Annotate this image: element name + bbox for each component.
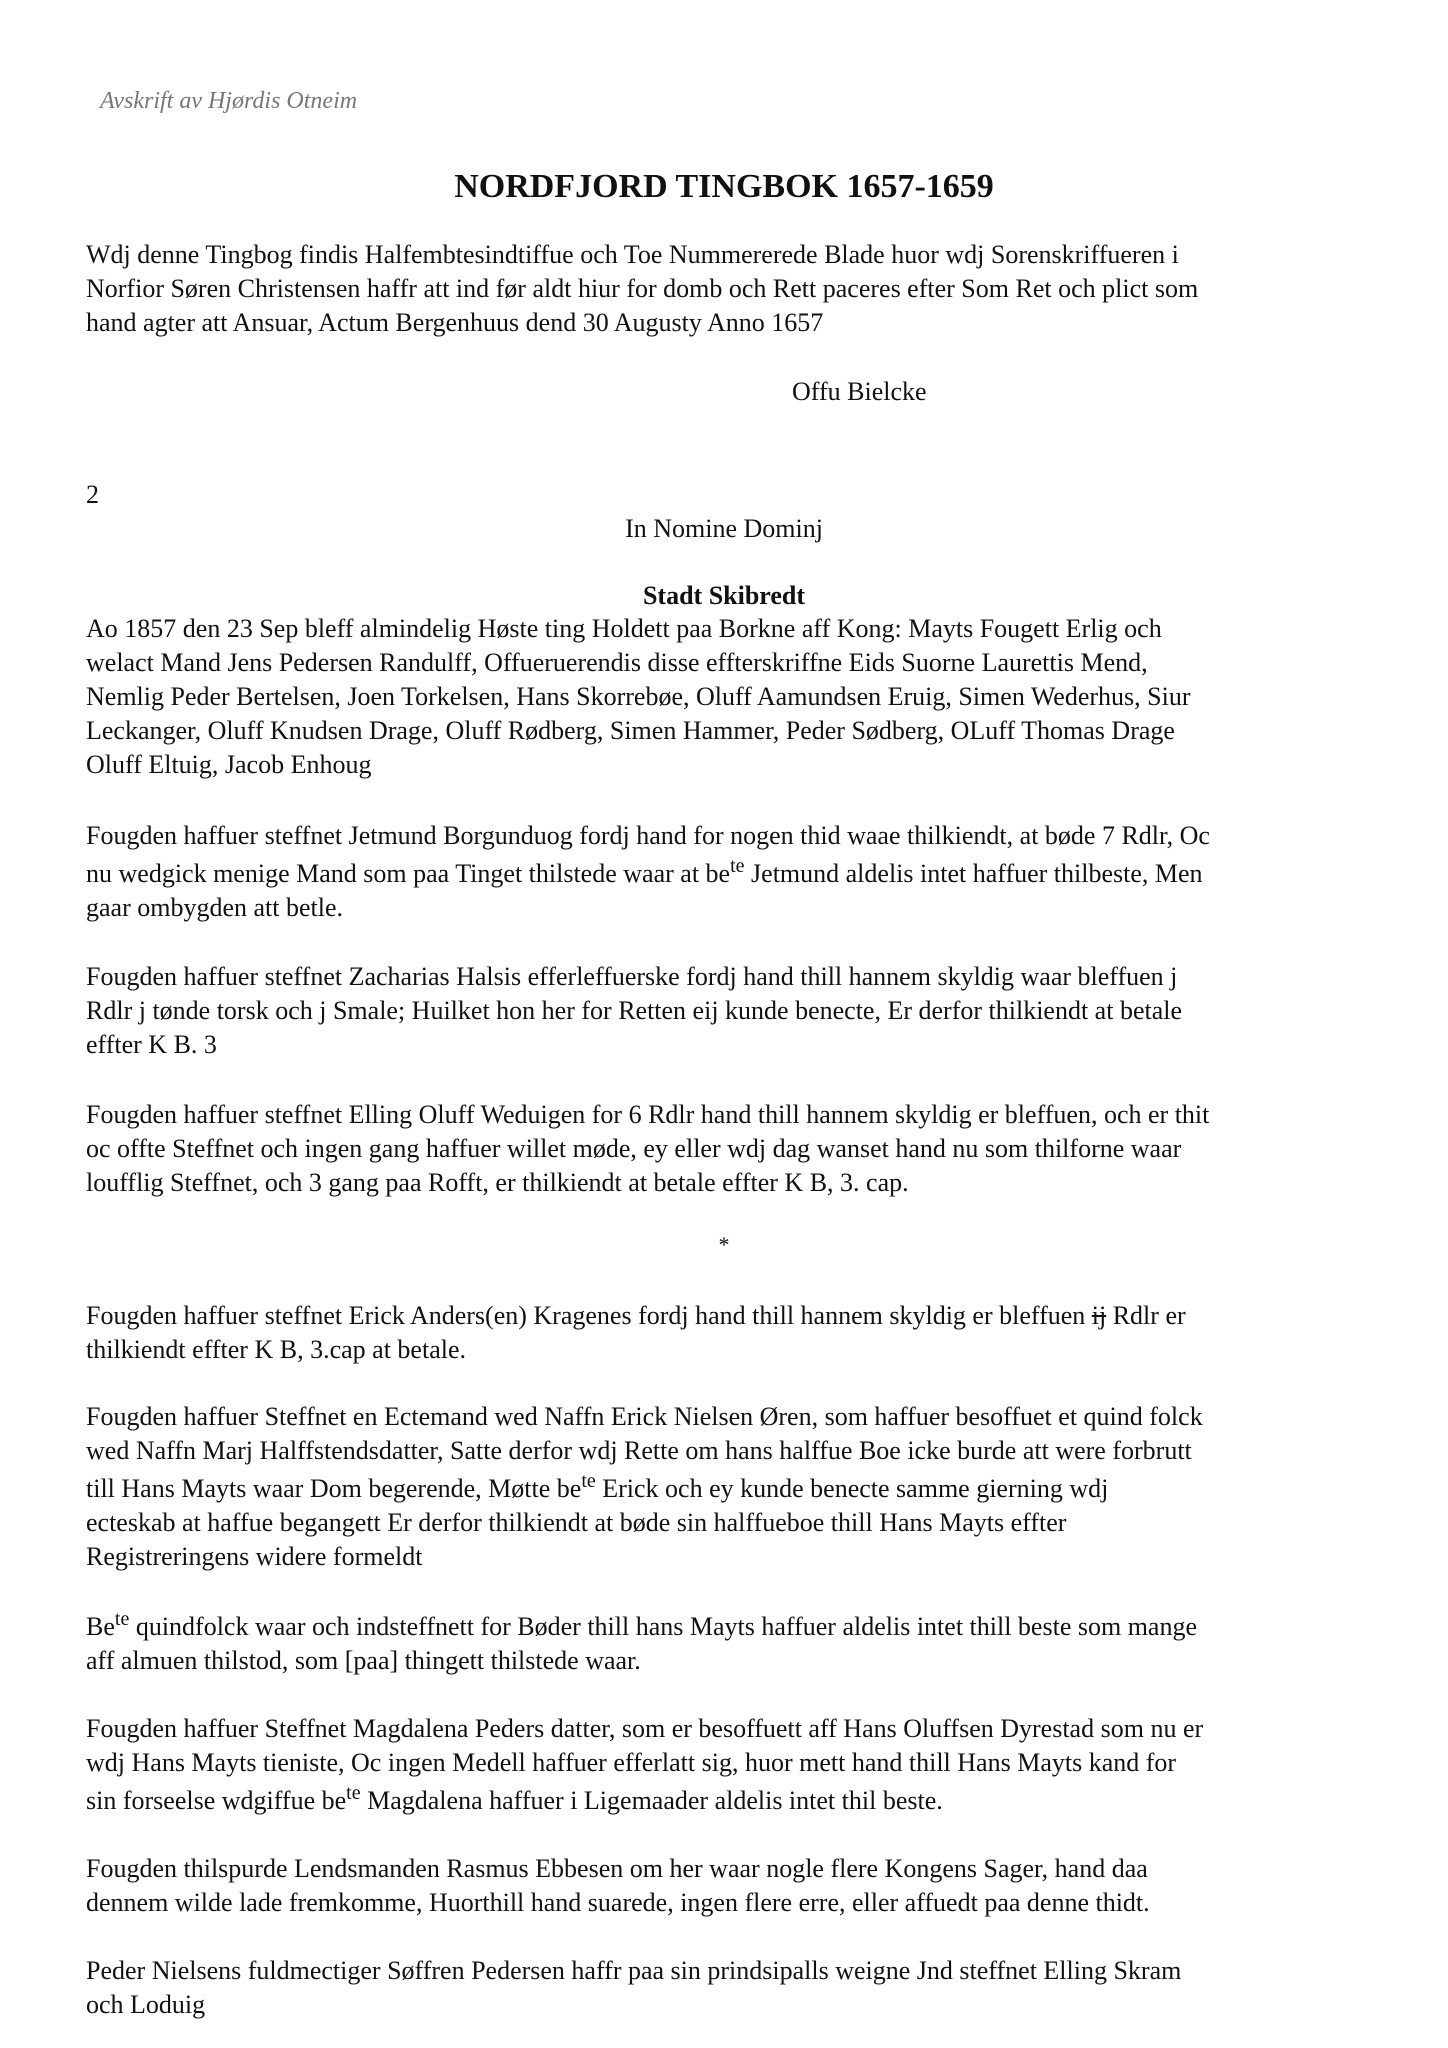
text-line: Leckanger, Oluff Knudsen Drage, Oluff Rødberg, Simen Hammer, Peder Sødberg, OLuff Thomas Drage: [86, 716, 1175, 745]
page-title: NORDFJORD TINGBOK 1657-1659: [454, 168, 994, 205]
case-paragraph-6: [86, 1610, 1376, 1678]
session-paragraph: [86, 612, 1376, 782]
text-line: Oluff Eltuig, Jacob Enhoug: [86, 750, 372, 779]
text-span: quindfolck waar och indsteffnett for Bøder thill hans Mayts haffuer aldelis intet thill beste som mange: [129, 1612, 1198, 1641]
text-span: Erick och ey kunde benecte samme gierning wdj: [595, 1474, 1109, 1503]
text-line: welact Mand Jens Pedersen Randulff, Offueruerendis disse effterskriffne Eids Suorne Laurettis Mend,: [86, 648, 1148, 677]
text-line: Registreringens widere formeldt: [86, 1542, 423, 1571]
text-line: hand agter att Ansuar, Actum Bergenhuus dend 30 Augusty Anno 1657: [86, 308, 824, 337]
text-line: oc offte Steffnet och ingen gang haffuer willet møde, ey eller wdj dag wanset hand nu som thilforne waar: [86, 1134, 1182, 1163]
transcriber-note: Avskrift av Hjørdis Otneim: [100, 88, 358, 114]
case-paragraph-4: [86, 1299, 1376, 1367]
intro-paragraph: [86, 238, 1376, 340]
text-line: Fougden haffuer Steffnet Magdalena Peders datter, som er besoffuett aff Hans Oluffsen Dyrestad som nu er: [86, 1714, 1204, 1743]
text-line: Rdlr j tønde torsk och j Smale; Huilket hon her for Retten eij kunde benecte, Er derfor thilkiendt at betale: [86, 996, 1183, 1025]
text-span: Jetmund aldelis intet haffuer thilbeste, Men: [744, 859, 1203, 888]
text-line: [86, 1472, 1376, 1506]
text-line: Ao 1857 den 23 Sep bleff almindelig Høste ting Holdett paa Borkne aff Kong: Mayts Fougett Erlig och: [86, 614, 1162, 643]
text-line: dennem wilde lade fremkomme, Huorthill hand suarede, ingen flere erre, eller affuedt paa denne thidt.: [86, 1888, 1150, 1917]
text-line: gaar ombygden att betle.: [86, 893, 344, 922]
struck-text: ij: [1091, 1301, 1107, 1330]
text-line: ecteskab at haffue begangett Er derfor thilkiendt at bøde sin halffueboe thill Hans Mayts effter: [86, 1508, 1067, 1537]
text-line: loufflig Steffnet, och 3 gang paa Rofft, er thilkiendt at betale effter K B, 3. cap.: [86, 1168, 909, 1197]
text-line: aff almuen thilstod, som [paa] thingett thilstede waar.: [86, 1646, 641, 1675]
text-span: Magdalena haffuer i Ligemaader aldelis intet thil beste.: [360, 1786, 943, 1815]
case-paragraph-1: [86, 819, 1376, 925]
text-line: [86, 857, 1376, 891]
text-span: till Hans Mayts waar Dom begerende, Møtte be: [86, 1474, 582, 1503]
case-paragraph-5: [86, 1400, 1376, 1574]
superscript: te: [114, 1608, 130, 1630]
text-span: Rdlr er: [1106, 1301, 1186, 1330]
text-line: Fougden thilspurde Lendsmanden Rasmus Ebbesen om her waar nogle flere Kongens Sager, hand daa: [86, 1854, 1148, 1883]
text-line: [86, 1610, 1376, 1644]
case-paragraph-7: [86, 1712, 1376, 1818]
page-number: 2: [86, 480, 99, 509]
section-heading: Stadt Skibredt: [642, 581, 806, 610]
case-paragraph-2: [86, 960, 1376, 1062]
text-line: thilkiendt effter K B, 3.cap at betale.: [86, 1335, 466, 1364]
text-line: Nemlig Peder Bertelsen, Joen Torkelsen, Hans Skorrebøe, Oluff Aamundsen Eruig, Simen Wederhus, Siur: [86, 682, 1191, 711]
text-line: Fougden haffuer steffnet Elling Oluff Weduigen for 6 Rdlr hand thill hannem skyldig er bleffuen, och er thit: [86, 1100, 1210, 1129]
text-span: sin forseelse wdgiffue be: [86, 1786, 347, 1815]
section-separator: *: [718, 1232, 730, 1257]
invocation: In Nomine Dominj: [625, 514, 823, 543]
text-line: Fougden haffuer steffnet Jetmund Borgunduog fordj hand for nogen thid waae thilkiendt, at bøde 7 Rdlr, Oc: [86, 821, 1210, 850]
text-line: wed Naffn Marj Halffstendsdatter, Satte derfor wdj Rette om hans halffue Boe icke burde att were forbrutt: [86, 1436, 1192, 1465]
text-line: Fougden haffuer steffnet Zacharias Halsis efferleffuerske fordj hand thill hannem skyldig waar bleffuen j: [86, 962, 1178, 991]
signature: Offu Bielcke: [792, 377, 927, 406]
text-line: Peder Nielsens fuldmectiger Søffren Pedersen haffr paa sin prindsipalls weigne Jnd steffnet Elling Skram: [86, 1956, 1182, 1985]
text-line: Norfior Søren Christensen haffr att ind før aldt hiur for domb och Rett paceres efter Som Ret och plict som: [86, 274, 1199, 303]
text-span: nu wedgick menige Mand som paa Tinget thilstede waar at be: [86, 859, 731, 888]
text-span: Be: [86, 1612, 115, 1641]
text-line: [86, 1784, 1376, 1818]
text-line: Fougden haffuer Steffnet en Ectemand wed Naffn Erick Nielsen Øren, som haffuer besoffuet et quind folck: [86, 1402, 1203, 1431]
text-line: effter K B. 3: [86, 1030, 217, 1059]
case-paragraph-3: [86, 1098, 1376, 1200]
superscript: te: [730, 855, 745, 877]
text-line: och Loduig: [86, 1990, 206, 2019]
case-paragraph-8: [86, 1852, 1376, 1920]
text-line: wdj Hans Mayts tieniste, Oc ingen Medell haffuer efferlatt sig, huor mett hand thill Hans Mayts kand for: [86, 1748, 1177, 1777]
case-paragraph-9: [86, 1954, 1376, 2022]
text-line: [86, 1299, 1376, 1333]
superscript: te: [581, 1470, 596, 1492]
superscript: te: [346, 1782, 361, 1804]
text-span: Fougden haffuer steffnet Erick Anders(en) Kragenes fordj hand thill hannem skyldig er bleffuen: [86, 1301, 1092, 1330]
text-line: Wdj denne Tingbog findis Halfembtesindtiffue och Toe Nummererede Blade huor wdj Sorenskriffueren i: [86, 240, 1179, 269]
